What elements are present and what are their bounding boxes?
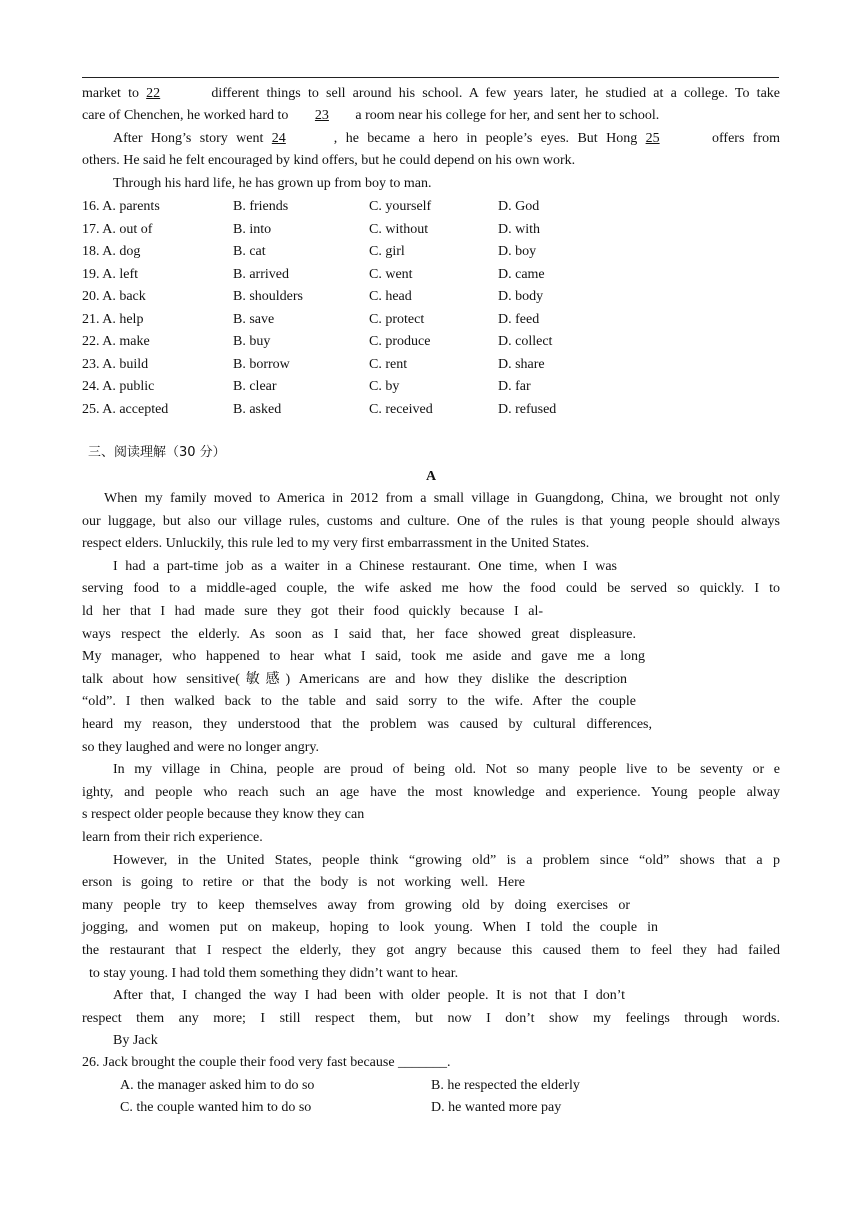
- option-24-a: 24. A. public: [82, 379, 155, 394]
- passage-line: However, in the United States, people think “growing old” is a problem since “old” shows that a p: [113, 852, 780, 868]
- passage-line: s respect older people because they know they can: [82, 807, 365, 823]
- question-stem: 26. Jack brought the couple their food very fast because _______.: [82, 1055, 451, 1070]
- passage-line: so they laughed and were no longer angry.: [82, 739, 320, 755]
- option-22-c: C. produce: [369, 334, 431, 349]
- passage-line: After that, I changed the way I had been with older people. It is not that I don’t: [113, 988, 625, 1004]
- header-rule: [82, 77, 779, 78]
- option-18-d: D. boy: [498, 244, 537, 259]
- option-20-b: B. shoulders: [233, 289, 303, 304]
- option-19-b: B. arrived: [233, 266, 289, 282]
- option-21-a: 21. A. help: [82, 311, 144, 327]
- passage-line: learn from their rich experience.: [82, 830, 263, 845]
- option-20-d: D. body: [498, 289, 544, 304]
- passage-line: talk about how sensitive(敏感) Americans are and how they dislike the description: [82, 671, 627, 687]
- section-title: 三、阅读理解（30 分）: [88, 445, 226, 460]
- option-20-a: 20. A. back: [82, 289, 146, 304]
- passage-line: In my village in China, people are proud of being old. Not so many people live to be seventy or e: [113, 762, 780, 778]
- passage-line: By Jack: [113, 1033, 158, 1049]
- option-18-b: B. cat: [233, 244, 266, 259]
- passage-line: “old”. I then walked back to the table and said sorry to the wife. After the couple: [82, 694, 636, 710]
- passage-line: our luggage, but also our village rules, customs and culture. One of the rules is that young people should always: [82, 513, 780, 529]
- option-22-a: 22. A. make: [82, 334, 150, 349]
- option-25-b: B. asked: [233, 401, 282, 417]
- option-19-c: C. went: [369, 266, 413, 282]
- passage-line: respect them any more; I still respect them, but now I don’t show my feelings through words.: [82, 1010, 780, 1026]
- option-22-d: D. collect: [498, 334, 553, 349]
- option-18-a: 18. A. dog: [82, 244, 141, 259]
- story-line-4: others. He said he felt encouraged by kind offers, but he could depend on his own work.: [82, 153, 576, 168]
- option-21-d: D. feed: [498, 311, 540, 327]
- option-17-b: B. into: [233, 221, 272, 237]
- passage-line: heard my reason, they understood that the problem was caused by cultural differences,: [82, 717, 652, 732]
- passage-line: respect elders. Unluckily, this rule led to my very first embarrassment in the United States.: [82, 536, 590, 552]
- story-line-1: market to 22 different things to sell around his school. A few years later, he studied at a college. To take: [82, 86, 780, 101]
- story-line-3: After Hong’s story went 24 , he became a hero in people’s eyes. But Hong 25 offers from: [113, 131, 780, 146]
- passage-line: to stay young. I had told them something they didn’t want to hear.: [89, 965, 459, 981]
- option-25-a: 25. A. accepted: [82, 401, 169, 417]
- passage-line: ld her that I had made sure they got their food quickly because I al-: [82, 604, 543, 619]
- blank-23: 23: [314, 108, 329, 123]
- option-25-c: C. received: [369, 401, 433, 417]
- question-option-c: C. the couple wanted him to do so: [120, 1100, 312, 1115]
- passage-line: ighty, and people who reach such an age have the most knowledge and experience. Young people alway: [82, 784, 780, 800]
- passage-line: many people try to keep themselves away from growing old by doing exercises or: [82, 897, 630, 913]
- option-22-b: B. buy: [233, 334, 271, 349]
- option-24-d: D. far: [498, 379, 531, 394]
- passage-line: My manager, who happened to hear what I said, took me aside and gave me a long: [82, 649, 645, 665]
- option-21-c: C. protect: [369, 311, 425, 327]
- question-option-a: A. the manager asked him to do so: [120, 1078, 315, 1093]
- option-17-d: D. with: [498, 221, 540, 237]
- option-23-b: B. borrow: [233, 356, 290, 372]
- option-16-b: B. friends: [233, 199, 289, 214]
- option-24-b: B. clear: [233, 379, 277, 394]
- option-16-a: 16. A. parents: [82, 199, 160, 214]
- passage-line: I had a part-time job as a waiter in a Chinese restaurant. One time, when I was: [113, 558, 617, 574]
- option-23-a: 23. A. build: [82, 356, 149, 372]
- passage-label: A: [425, 469, 437, 484]
- option-23-c: C. rent: [369, 356, 408, 372]
- option-16-d: D. God: [498, 199, 540, 214]
- question-option-d: D. he wanted more pay: [431, 1100, 562, 1115]
- option-19-d: D. came: [498, 266, 545, 282]
- option-19-a: 19. A. left: [82, 266, 138, 282]
- blank-24: 24: [271, 131, 286, 146]
- option-20-c: C. head: [369, 289, 412, 304]
- option-21-b: B. save: [233, 311, 275, 327]
- option-23-d: D. share: [498, 356, 545, 372]
- passage-line: serving food to a middle-aged couple, the wife asked me how the food could be served so quickly. I to: [82, 581, 780, 597]
- story-line-5: Through his hard life, he has grown up from boy to man.: [113, 176, 432, 191]
- passage-line: the restaurant that I respect the elderly, they got angry because this caused them to feel they had failed: [82, 943, 780, 958]
- passage-line: jogging, and women put on makeup, hoping to look young. When I told the couple in: [82, 920, 658, 936]
- blank-25: 25: [645, 131, 660, 146]
- option-17-c: C. without: [369, 221, 429, 237]
- passage-line: When my family moved to America in 2012 from a small village in Guangdong, China, we brought not only: [104, 491, 780, 506]
- blank-22: 22: [146, 86, 161, 101]
- story-line-2: care of Chenchen, he worked hard to 23 a room near his college for her, and sent her to school.: [82, 108, 660, 123]
- question-option-b: B. he respected the elderly: [431, 1078, 580, 1093]
- option-18-c: C. girl: [369, 244, 405, 259]
- passage-line: erson is going to retire or that the body is not working well. Here: [82, 875, 525, 891]
- option-24-c: C. by: [369, 379, 400, 394]
- option-25-d: D. refused: [498, 401, 557, 417]
- option-16-c: C. yourself: [369, 199, 432, 214]
- option-17-a: 17. A. out of: [82, 221, 153, 237]
- passage-line: ways respect the elderly. As soon as I said that, her face showed great displeasure.: [82, 626, 636, 642]
